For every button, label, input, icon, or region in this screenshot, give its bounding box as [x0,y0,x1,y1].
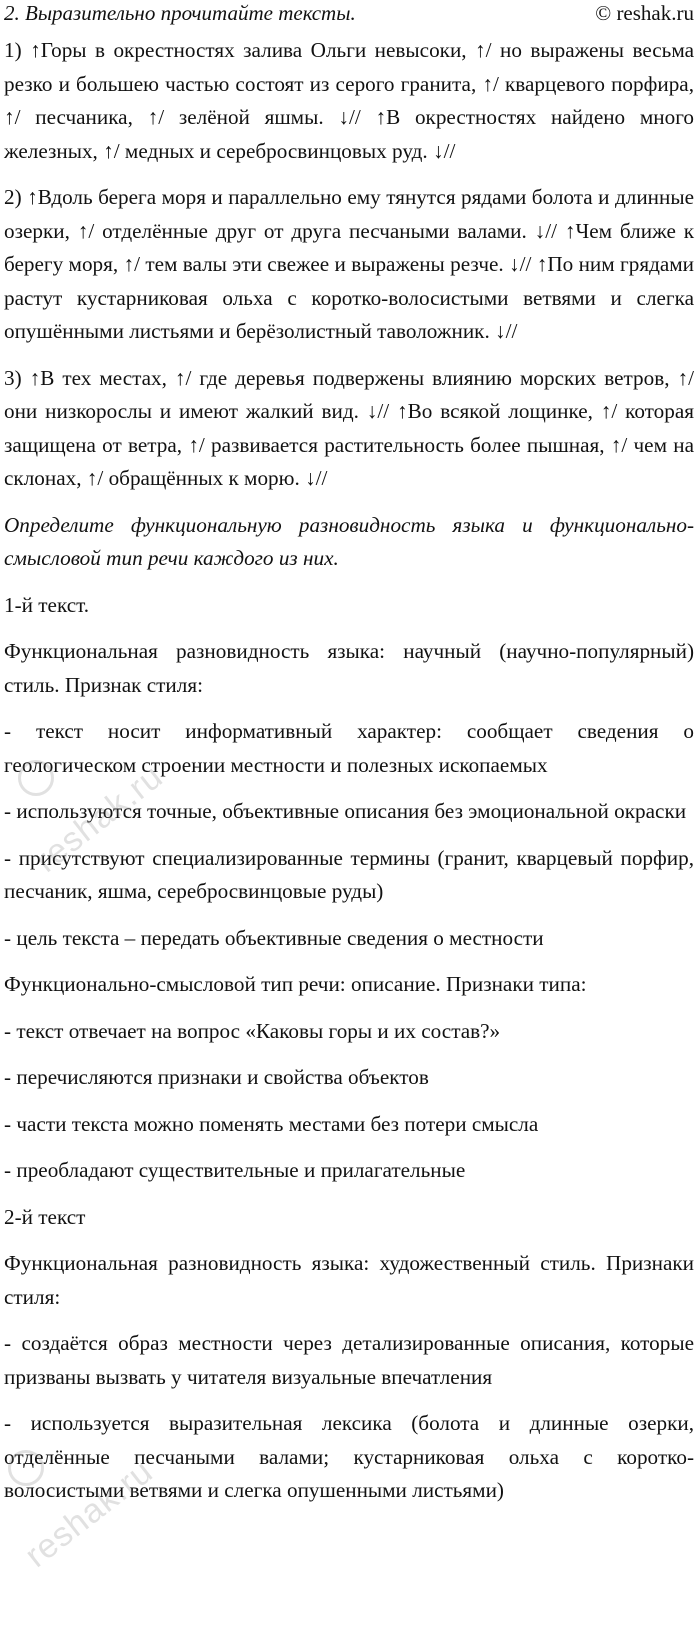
answer-list-item: - части текста можно поменять местами без потери смысла [4,1111,539,1136]
answer-list-item: - создаётся образ местности через детализированные описания, которые призваны вызвать у читателя визуальные впечатления [4,1331,694,1389]
answer-style-1: Функциональная разновидность языка: научный (научно-популярный) стиль. Признак стиля: [4,639,694,697]
answer-list-item: - используется выразительная лексика (болота и длинные озерки, отделённые песчаными валами; кустарниковая ольха с коротко-волосистыми ветвями и слегка опушенными листьями) [4,1411,694,1502]
text-2-paragraph: 2) ↑Вдоль берега моря и параллельно ему тянутся рядами болота и длинные озерки, ↑/ отделённые друг от друга песчаными валами. ↓// ↑Чем ближе к берегу моря, ↑/ тем валы эти свежее и выражены резче. ↓// ↑По ним грядами растут кустарниковая ольха с коротко-волосистыми ветвями и слегка опушёнными листьями и берёзолистный таволожник. ↓// [4,185,694,343]
answer-type-1: Функционально-смысловой тип речи: описание. Признаки типа: [4,972,587,996]
answer-style-2: Функциональная разновидность языка: художественный стиль. Признаки стиля: [4,1251,694,1309]
text-1-paragraph: 1) ↑Горы в окрестностях залива Ольги невысоки, ↑/ но выражены весьма резко и большею частью состоят из серого гранита, ↑/ кварцевого порфира, ↑/ песчаника, ↑/ зелёной яшмы. ↓// ↑В окрестностях найдено много железных, ↑/ медных и серебросвинцовых руд. ↓// [4,38,694,163]
watermark-text: reshak.ru [28,757,171,880]
question-text: Определите функциональную разновидность языка и функционально-смысловой тип речи каждого из них. [4,512,694,570]
answer-list-item: - текст отвечает на вопрос «Каковы горы и их состав?» [4,1018,501,1043]
text-3-paragraph: 3) ↑В тех местах, ↑/ где деревья подвержены влиянию морских ветров, ↑/ они низкорослы и имеют жалкий вид. ↓// ↑Во всякой лощинке, ↑/ которая защищена от ветра, ↑/ развивается растительность более пышная, ↑/ чем на склонах, ↑/ обращённых к морю. ↓// [4,365,694,490]
watermark-text: reshak.ru [18,1452,161,1575]
answer-list-item: - используются точные, объективные описания без эмоциональной окраски [4,799,687,823]
site-brand[interactable]: © reshak.ru [595,1,694,25]
answer-list-item: - перечисляются признаки и свойства объектов [4,1065,429,1089]
document-page [4,0,694,1521]
answer-heading-1: 1-й текст. [4,592,90,617]
task-title: 2. Выразительно прочитайте тексты. [4,1,356,25]
answer-list-item: - присутствуют специализированные термины (гранит, кварцевый порфир, песчаник, яшма, серебросвинцовые руды) [4,845,694,903]
answer-list-item: - преобладают существительные и прилагательные [4,1158,466,1182]
page-header [4,0,694,34]
answer-heading-2: 2-й текст [4,1204,86,1229]
answer-list-item: - текст носит информативный характер: сообщает сведения о геологическом строении местности и полезных ископаемых [4,719,694,777]
answer-list-item: - цель текста – передать объективные сведения о местности [4,925,544,950]
